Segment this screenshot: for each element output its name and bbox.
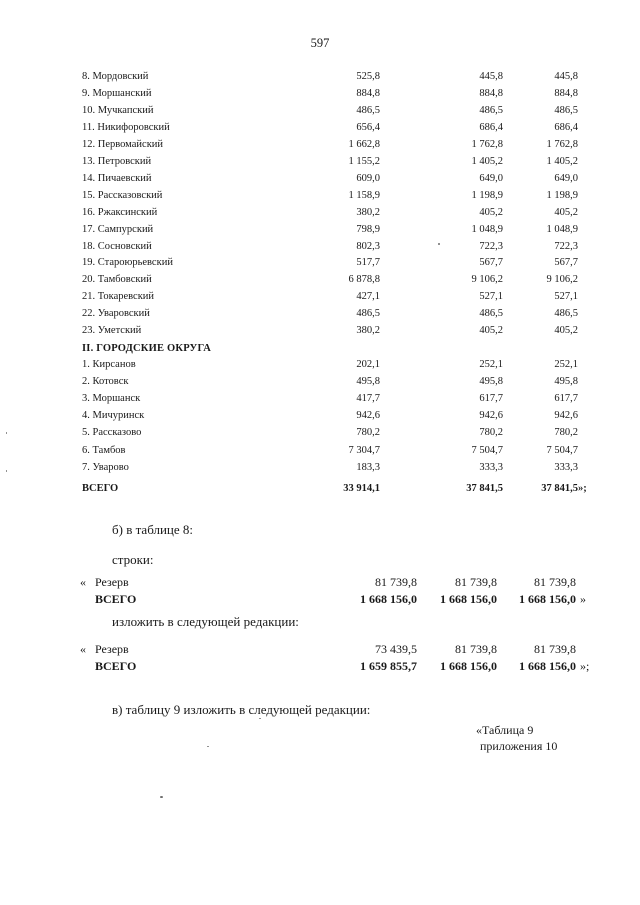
district-row <box>0 170 640 187</box>
row-name: 12. Первомайский <box>82 138 164 150</box>
row-value-1: 380,2 <box>356 325 380 337</box>
row-value-3: 333,3 <box>554 461 578 473</box>
page-number: 597 <box>310 36 330 50</box>
scan-speck <box>160 796 163 798</box>
district-row <box>0 102 640 119</box>
new-total-row <box>0 657 640 675</box>
row-name: 3. Моршанск <box>82 393 141 405</box>
scan-speck <box>207 746 209 747</box>
row-value-1: 33 914,1 <box>343 483 380 494</box>
district-row <box>0 136 640 153</box>
row-value-3: 649,0 <box>554 172 578 184</box>
row-value-1: 1 155,2 <box>348 155 380 167</box>
city-row <box>0 407 640 424</box>
row-value-3: 617,7 <box>554 393 578 405</box>
row-value-2: 333,3 <box>479 461 503 473</box>
row-value-3: 486,5 <box>554 308 578 320</box>
row-value-2: 495,8 <box>479 376 503 388</box>
row-value-3: 942,6 <box>554 410 578 422</box>
row-name: 15. Рассказовский <box>82 189 163 201</box>
row-value-3: 1 048,9 <box>546 223 578 235</box>
row-value-1: 884,8 <box>356 87 380 99</box>
row-name: 21. Токаревский <box>82 291 155 303</box>
row-value-3: 780,2 <box>554 427 578 439</box>
row-name: II. ГОРОДСКИЕ ОКРУГА <box>82 343 211 354</box>
row-value-1: 417,7 <box>356 393 380 405</box>
row-value-3: 486,5 <box>554 104 578 116</box>
row-value-3: 37 841,5 <box>541 483 578 494</box>
row-value-1: 517,7 <box>356 257 380 269</box>
row-name: 9. Моршанский <box>82 87 152 99</box>
row-value-2: 686,4 <box>479 121 503 133</box>
row-value-3: 9 106,2 <box>546 274 578 286</box>
row-value-2: 1 405,2 <box>471 155 503 167</box>
old-reserve-row <box>0 573 640 591</box>
row-value-1: 1 662,8 <box>348 138 380 150</box>
row-value-1: 802,3 <box>356 240 380 252</box>
row-name: 11. Никифоровский <box>82 121 170 133</box>
district-row <box>0 85 640 102</box>
row-value-3: 1 762,8 <box>546 138 578 150</box>
row-value-3: 445,8 <box>554 71 578 82</box>
city-row <box>0 442 640 459</box>
reserve-label: Резерв <box>95 575 129 589</box>
row-value-2: 1 198,9 <box>471 189 503 201</box>
row-value-1: 486,5 <box>356 104 380 116</box>
row-value-2: 9 106,2 <box>471 274 503 286</box>
row-value-1: 609,0 <box>356 172 380 184</box>
city-row <box>0 390 640 407</box>
row-value-1: 380,2 <box>356 206 380 218</box>
amendment-b-rows-label: строки: <box>112 552 154 567</box>
row-value-1: 525,8 <box>356 71 380 82</box>
row-value-2: 1 762,8 <box>471 138 503 150</box>
table-9-appendix: приложения 10 <box>480 739 558 753</box>
row-value-3: 527,1 <box>554 291 578 303</box>
total-label: ВСЕГО <box>95 659 137 673</box>
row-value-2: 252,1 <box>479 359 503 370</box>
row-value-2: 780,2 <box>479 427 503 439</box>
total-value-1: 1 668 156,0 <box>360 592 417 606</box>
row-value-2: 1 048,9 <box>471 223 503 235</box>
row-value-1: 495,8 <box>356 376 380 388</box>
row-value-2: 617,7 <box>479 393 503 405</box>
row-name: 2. Котовск <box>82 376 129 388</box>
row-value-2: 722,3 <box>479 240 503 252</box>
close-quote: »; <box>580 659 590 673</box>
row-value-1: 942,6 <box>356 410 380 422</box>
city-row <box>0 459 640 476</box>
reserve-value-1: 81 739,8 <box>375 575 417 589</box>
row-value-1: 656,4 <box>356 121 380 133</box>
row-value-3: 884,8 <box>554 87 578 99</box>
row-name: 14. Пичаевский <box>82 172 152 184</box>
reserve-value-1: 73 439,5 <box>375 642 417 656</box>
row-value-1: 6 878,8 <box>348 274 380 286</box>
row-name: 20. Тамбовский <box>82 274 152 286</box>
row-value-1: 7 304,7 <box>348 444 380 456</box>
district-row <box>0 271 640 288</box>
old-total-row <box>0 590 640 608</box>
reserve-value-3: 81 739,8 <box>534 642 576 656</box>
row-name: 16. Ржаксинский <box>82 206 158 218</box>
row-value-3: 252,1 <box>554 359 578 370</box>
total-row <box>0 480 640 497</box>
reserve-value-3: 81 739,8 <box>534 575 576 589</box>
new-reserve-row <box>0 640 640 658</box>
district-row <box>0 322 640 339</box>
row-value-1: 183,3 <box>356 461 380 473</box>
row-value-1: 1 158,9 <box>348 189 380 201</box>
closing-quote: »; <box>578 483 587 494</box>
amendment-b-intro: б) в таблице 8: <box>112 522 194 537</box>
row-value-3: 495,8 <box>554 376 578 388</box>
row-name: 6. Тамбов <box>82 444 126 456</box>
total-value-2: 1 668 156,0 <box>440 592 497 606</box>
row-name: ВСЕГО <box>82 483 119 494</box>
row-name: 1. Кирсанов <box>82 359 136 370</box>
row-value-3: 567,7 <box>554 257 578 269</box>
row-name: 13. Петровский <box>82 155 152 167</box>
row-value-1: 798,9 <box>356 223 380 235</box>
total-label: ВСЕГО <box>95 592 137 606</box>
amendment-c-text: в) таблицу 9 изложить в следующей редакции: <box>112 702 371 717</box>
district-row <box>0 288 640 305</box>
city-row <box>0 424 640 441</box>
total-value-1: 1 659 855,7 <box>360 659 417 673</box>
row-value-1: 780,2 <box>356 427 380 439</box>
reserve-label: Резерв <box>95 642 129 656</box>
row-name: 7. Уварово <box>82 461 129 473</box>
row-value-1: 202,1 <box>356 359 380 370</box>
row-value-2: 567,7 <box>479 257 503 269</box>
row-value-2: 37 841,5 <box>466 483 503 494</box>
scan-speck <box>259 718 261 719</box>
city-row <box>0 356 640 373</box>
row-value-2: 486,5 <box>479 308 503 320</box>
row-value-3: 1 405,2 <box>546 155 578 167</box>
total-value-2: 1 668 156,0 <box>440 659 497 673</box>
row-name: 22. Уваровский <box>82 308 150 320</box>
scan-speck <box>6 470 7 472</box>
reserve-value-2: 81 739,8 <box>455 642 497 656</box>
row-value-3: 7 504,7 <box>546 444 578 456</box>
table-9-reference <box>476 722 557 754</box>
row-value-1: 427,1 <box>356 291 380 303</box>
reserve-value-2: 81 739,8 <box>455 575 497 589</box>
district-row <box>0 238 640 255</box>
row-name: 8. Мордовский <box>82 71 149 82</box>
scan-speck <box>6 432 7 434</box>
district-row <box>0 119 640 136</box>
district-row <box>0 204 640 221</box>
row-value-3: 405,2 <box>554 325 578 337</box>
row-name: 5. Рассказово <box>82 427 142 439</box>
row-value-2: 486,5 <box>479 104 503 116</box>
row-value-2: 405,2 <box>479 325 503 337</box>
open-quote: « <box>80 575 86 589</box>
row-value-2: 527,1 <box>479 291 503 303</box>
open-quote: « <box>80 642 86 656</box>
district-row <box>0 221 640 238</box>
row-value-2: 7 504,7 <box>471 444 503 456</box>
row-value-2: 884,8 <box>479 87 503 99</box>
row-value-3: 722,3 <box>554 240 578 252</box>
total-value-3: 1 668 156,0 <box>519 592 576 606</box>
district-row <box>0 305 640 322</box>
amendment-b-restate: изложить в следующей редакции: <box>112 614 299 629</box>
row-value-3: 1 198,9 <box>546 189 578 201</box>
row-name: 10. Мучкапский <box>82 104 154 116</box>
total-value-3: 1 668 156,0 <box>519 659 576 673</box>
district-row <box>0 153 640 170</box>
row-name: 4. Мичуринск <box>82 410 145 422</box>
row-name: 18. Сосновский <box>82 240 152 252</box>
close-quote: » <box>580 592 586 606</box>
district-row <box>0 68 640 85</box>
district-row <box>0 187 640 204</box>
row-value-3: 686,4 <box>554 121 578 133</box>
row-value-3: 405,2 <box>554 206 578 218</box>
row-name: 17. Сампурский <box>82 223 154 235</box>
row-value-2: 942,6 <box>479 410 503 422</box>
scan-speck <box>438 243 440 245</box>
row-value-2: 405,2 <box>479 206 503 218</box>
table-9-title: «Таблица 9 <box>476 723 534 737</box>
row-name: 23. Уметский <box>82 325 142 337</box>
section-header <box>0 340 640 357</box>
row-name: 19. Староюрьевский <box>82 257 173 269</box>
city-row <box>0 373 640 390</box>
district-row <box>0 254 640 271</box>
row-value-1: 486,5 <box>356 308 380 320</box>
row-value-2: 445,8 <box>479 71 503 82</box>
row-value-2: 649,0 <box>479 172 503 184</box>
